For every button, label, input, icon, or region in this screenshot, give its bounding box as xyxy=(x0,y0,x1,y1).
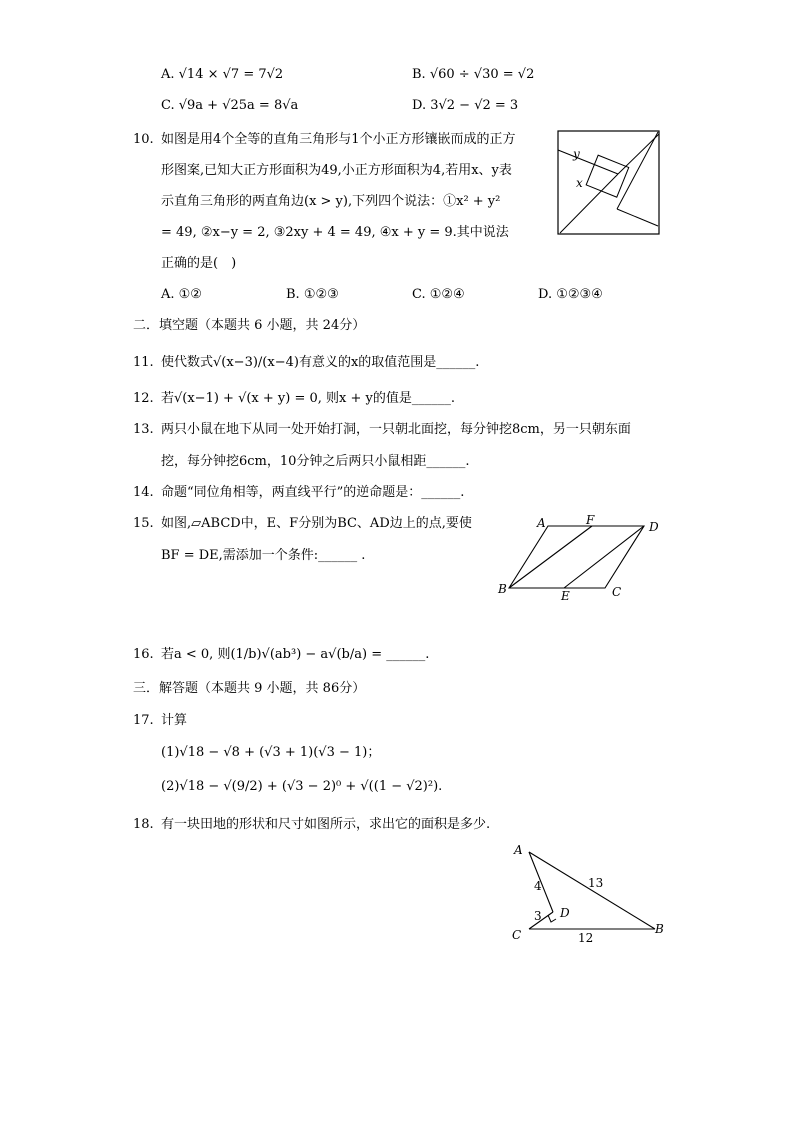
q12-number: 12. xyxy=(133,391,154,406)
q15-fig-label-b: B xyxy=(498,582,507,596)
q18-fig-label-cd: 3 xyxy=(534,909,542,923)
q10-option-c: C. ①②④ xyxy=(412,287,465,302)
q17-number: 17. xyxy=(133,713,154,728)
q18-figure xyxy=(508,838,672,948)
q10-line-3: 示直角三角形的两直角边(x > y),下列四个说法：①x² + y² xyxy=(161,194,501,209)
q14-number: 14. xyxy=(133,485,154,500)
section-3-header: 三．解答题（本题共 9 小题，共 86分） xyxy=(133,681,366,696)
q18-fig-label-ad: 4 xyxy=(534,879,542,893)
q16-number: 16. xyxy=(133,647,154,662)
q18-fig-label-c: C xyxy=(512,928,522,942)
q15-fig-label-c: C xyxy=(612,585,622,599)
q9-option-a: A. √14 × √7 = 7√2 xyxy=(161,67,284,82)
q15-fig-label-e: E xyxy=(561,589,570,603)
q11-number: 11. xyxy=(133,355,154,370)
q15-figure xyxy=(494,512,670,602)
q10-line-2: 形图案,已知大正方形面积为49,小正方形面积为4,若用x、y表 xyxy=(161,163,512,178)
q17-part-1: (1)√18 − √8 + (√3 + 1)(√3 − 1)； xyxy=(161,745,381,760)
q15-number: 15. xyxy=(133,516,154,531)
q18-fig-label-a: A xyxy=(514,843,523,857)
q16-text: 若a < 0, 则(1/b)√(ab³) − a√(b/a) = ______. xyxy=(161,647,430,662)
q17-title: 计算 xyxy=(161,713,188,728)
q15-line-2: BF = DE,需添加一个条件:______ . xyxy=(161,548,366,563)
q15-fig-label-a: A xyxy=(537,516,546,530)
q9-option-c: C. √9a + √25a = 8√a xyxy=(161,98,299,113)
q9-option-b: B. √60 ÷ √30 = √2 xyxy=(412,67,535,82)
q12-text: 若√(x−1) + √(x + y) = 0, 则x + y的值是______. xyxy=(161,391,455,406)
q18-fig-label-b: B xyxy=(655,922,664,936)
q15-fig-label-f: F xyxy=(586,513,595,527)
q18-text: 有一块田地的形状和尺寸如图所示，求出它的面积是多少. xyxy=(161,817,491,832)
q13-number: 13. xyxy=(133,422,154,437)
q11-text: 使代数式√(x−3)/(x−4)有意义的x的取值范围是______. xyxy=(161,355,480,370)
q10-fig-label-x: x xyxy=(576,176,583,190)
q15-line-1: 如图,▱ABCD中，E、F分别为BC、AD边上的点,要使 xyxy=(161,516,472,531)
q17-part-2: (2)√18 − √(9/2) + (√3 − 2)⁰ + √((1 − √2)²). xyxy=(161,779,443,794)
q18-fig-label-d: D xyxy=(560,906,570,920)
q13-line-1: 两只小鼠在地下从同一处开始打洞，一只朝北面挖，每分钟挖8cm，另一只朝东面 xyxy=(161,422,631,437)
q15-fig-label-d: D xyxy=(649,520,659,534)
q10-line-1: 如图是用4个全等的直角三角形与1个小正方形镶嵌而成的正方 xyxy=(161,132,516,147)
section-2-header: 二．填空题（本题共 6 小题，共 24分） xyxy=(133,318,366,333)
q18-fig-label-cb: 12 xyxy=(578,931,594,945)
q10-number: 10. xyxy=(133,132,154,147)
q10-option-d: D. ①②③④ xyxy=(538,287,603,302)
q10-figure xyxy=(557,130,661,236)
q9-option-d: D. 3√2 − √2 = 3 xyxy=(412,98,519,113)
q10-option-b: B. ①②③ xyxy=(286,287,339,302)
q10-option-a: A. ①② xyxy=(161,287,202,302)
q13-line-2: 挖，每分钟挖6cm，10分钟之后两只小鼠相距______. xyxy=(161,454,470,469)
q14-text: 命题“同位角相等，两直线平行”的逆命题是：______. xyxy=(161,485,465,500)
q18-number: 18. xyxy=(133,817,154,832)
q10-fig-label-y: y xyxy=(573,147,580,161)
q10-line-4: = 49, ②x−y = 2, ③2xy + 4 = 49, ④x + y = 9.其中说法 xyxy=(161,225,509,240)
q18-fig-label-ab: 13 xyxy=(588,876,604,890)
q10-line-5: 正确的是( ) xyxy=(161,256,237,271)
